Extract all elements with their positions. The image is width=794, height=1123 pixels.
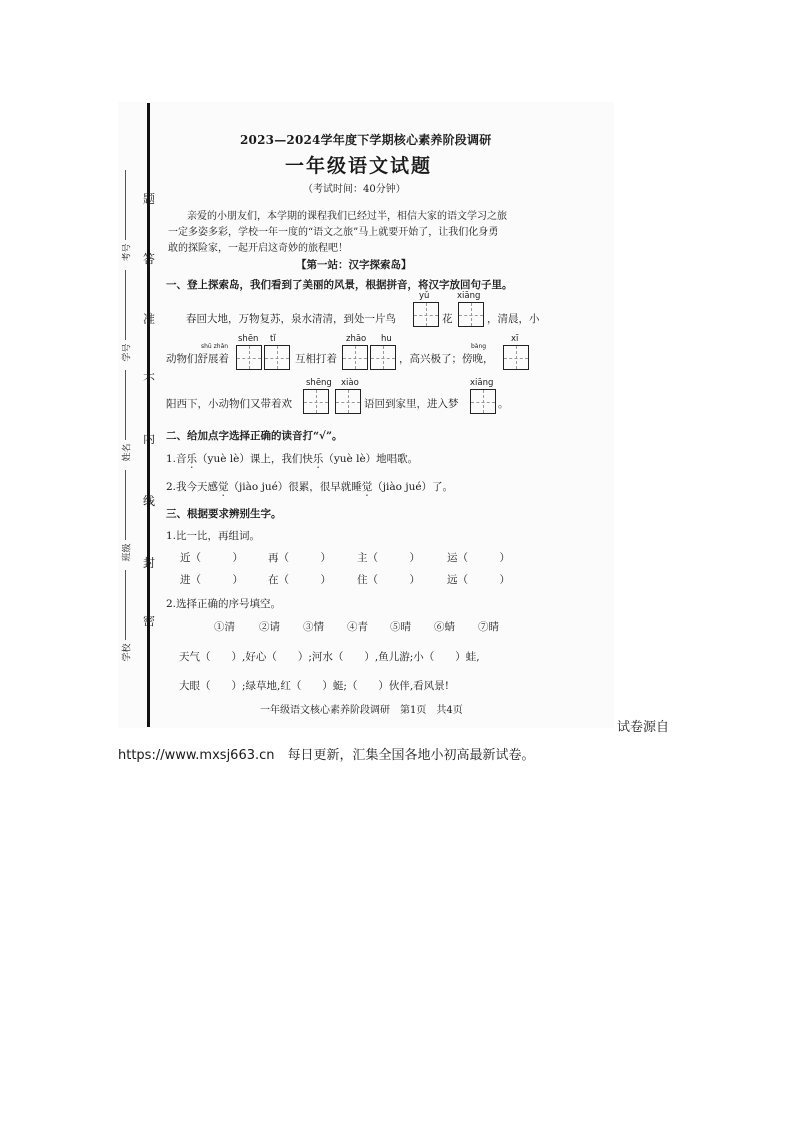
exam-subject: 一年级语文试题 (285, 155, 433, 177)
binding-label: 学校 (122, 643, 133, 662)
option: ②请 (259, 621, 280, 633)
word-pair: 远（ ） (447, 574, 510, 586)
sub-question: 1.比一比，再组词。 (166, 530, 261, 542)
sentence-text: 春回大地，万物复苏，泉水清清，到处一片鸟 (186, 313, 396, 325)
binding-blank-line (125, 470, 126, 540)
character-box[interactable] (370, 345, 396, 370)
reading-text: （jiào jué）了。 (372, 481, 454, 493)
binding-char: 准 (142, 312, 155, 326)
reading-text: 1.音 (166, 453, 187, 465)
binding-char: 内 (142, 432, 155, 446)
dotted-char: 觉 (361, 481, 373, 493)
word-pair: 住（ ） (357, 574, 420, 586)
source-prefix: 试卷源自 (617, 720, 670, 735)
reading-text: （jiào jué）很累，很早就睡 (228, 481, 362, 493)
source-text: 每日更新，汇集全国各地小初高最新试卷。 (287, 748, 535, 763)
word-pair: 运（ ） (447, 552, 510, 564)
character-box[interactable] (236, 345, 262, 370)
option: ④青 (347, 621, 368, 633)
word-pair: 在（ ） (268, 574, 331, 586)
word-pair: 进（ ） (180, 574, 243, 586)
exam-title: 2023—2024学年度下学期核心素养阶段调研 (240, 133, 492, 147)
intro-line: 亲爱的小朋友们，本学期的课程我们已经过半，相信大家的语文学习之旅 (187, 211, 507, 222)
page-footer: 一年级语文核心素养阶段调研 第1页 共4页 (260, 705, 463, 716)
pinyin: shēng (306, 378, 332, 388)
fill-line: 天气（ ）,好心（ ）;河水（ ）,鱼儿游;小（ ）蛙, (179, 651, 480, 663)
word-pair: 再（ ） (268, 552, 331, 564)
reading-text: 2.我今天感 (166, 481, 219, 493)
option: ⑥蜻 (434, 621, 455, 633)
dotted-char: 乐 (186, 453, 198, 465)
binding-char: 不 (142, 372, 155, 386)
character-box[interactable] (335, 389, 361, 414)
source-url[interactable]: https://www.mxsj663.cn (118, 748, 275, 763)
pinyin: xiāng (457, 291, 481, 301)
binding-char: 封 (142, 556, 155, 570)
pinyin: xī (511, 334, 519, 344)
pinyin: hu (381, 334, 392, 344)
binding-char: 答 (142, 252, 155, 266)
reading-line (166, 451, 418, 471)
sentence-text: ，清晨，小 (487, 313, 540, 325)
dotted-char: 觉 (218, 481, 229, 493)
intro-line: 一定多姿多彩，学校一年一度的“语文之旅”马上就要开始了，让我们化身勇 (168, 227, 499, 238)
pinyin: tǐ (270, 334, 276, 344)
pinyin: xiāng (470, 378, 494, 388)
character-box[interactable] (264, 345, 290, 370)
reading-text: （yuè lè）地唱歌。 (323, 453, 419, 465)
binding-blank-line (125, 570, 126, 640)
question-1-heading: 一、登上探索岛，我们看到了美丽的风景，根据拼音，将汉字放回句子里。 (166, 279, 513, 291)
sentence-text: 。 (498, 398, 509, 410)
binding-char: 线 (142, 494, 155, 508)
intro-line: 敢的探险家，一起开启这奇妙的旅程吧！ (168, 243, 348, 254)
option: ③情 (303, 621, 324, 633)
sub-question: 2.选择正确的序号填空。 (166, 598, 282, 610)
binding-char: 密 (142, 614, 155, 628)
binding-blank-line (125, 170, 126, 240)
character-box[interactable] (458, 302, 484, 327)
binding-label: 学号 (122, 343, 133, 362)
option: ①清 (214, 621, 235, 633)
word-pair: 主（ ） (357, 552, 420, 564)
station-heading: 【第一站：汉字探索岛】 (296, 259, 412, 271)
reading-line (166, 479, 453, 499)
character-box[interactable] (342, 345, 368, 370)
reading-text: （yuè lè）课上，我们快 (197, 453, 313, 465)
question-3-heading: 三、根据要求辨别生字。 (166, 508, 282, 520)
pinyin: yǔ (419, 291, 430, 301)
pinyin: zhāo (346, 334, 367, 344)
binding-char: 题 (142, 192, 155, 206)
character-box[interactable] (303, 389, 329, 414)
character-box[interactable] (413, 302, 439, 327)
character-box[interactable] (503, 345, 529, 370)
sentence-text: 阳西下，小动物们又带着欢 (166, 398, 292, 410)
sentence-text: ，高兴极了；傍晚， (399, 353, 494, 365)
fill-line: 大眼（ ）;绿草地,红（ ）蜓;（ ）伙伴,看风景! (179, 680, 449, 692)
ruby-pinyin: shū zhǎn (201, 343, 229, 350)
sentence-text: 动物们舒展着 (166, 353, 229, 365)
question-2-heading: 二、给加点字选择正确的读音打“√”。 (166, 430, 343, 442)
word-pair: 近（ ） (180, 552, 243, 564)
ruby-pinyin: bàng (471, 343, 487, 350)
sentence-text: 互相打着 (295, 353, 337, 365)
exam-time: （考试时间：40分钟） (303, 184, 406, 195)
dotted-char: 乐 (312, 453, 324, 465)
scanned-page (118, 102, 614, 728)
pinyin: xiào (341, 378, 359, 388)
binding-blank-line (125, 270, 126, 340)
pinyin: shēn (238, 334, 259, 344)
binding-label: 班级 (122, 543, 133, 562)
binding-label: 考号 (122, 243, 133, 262)
sentence-text: 语回到家里，进入梦 (364, 398, 459, 410)
character-box[interactable] (470, 389, 496, 414)
source-line (118, 744, 535, 763)
option: ⑦睛 (478, 621, 499, 633)
binding-label: 姓名 (122, 443, 133, 462)
binding-blank-line (125, 370, 126, 440)
sentence-text: 花 (442, 313, 453, 325)
option: ⑤晴 (390, 621, 411, 633)
